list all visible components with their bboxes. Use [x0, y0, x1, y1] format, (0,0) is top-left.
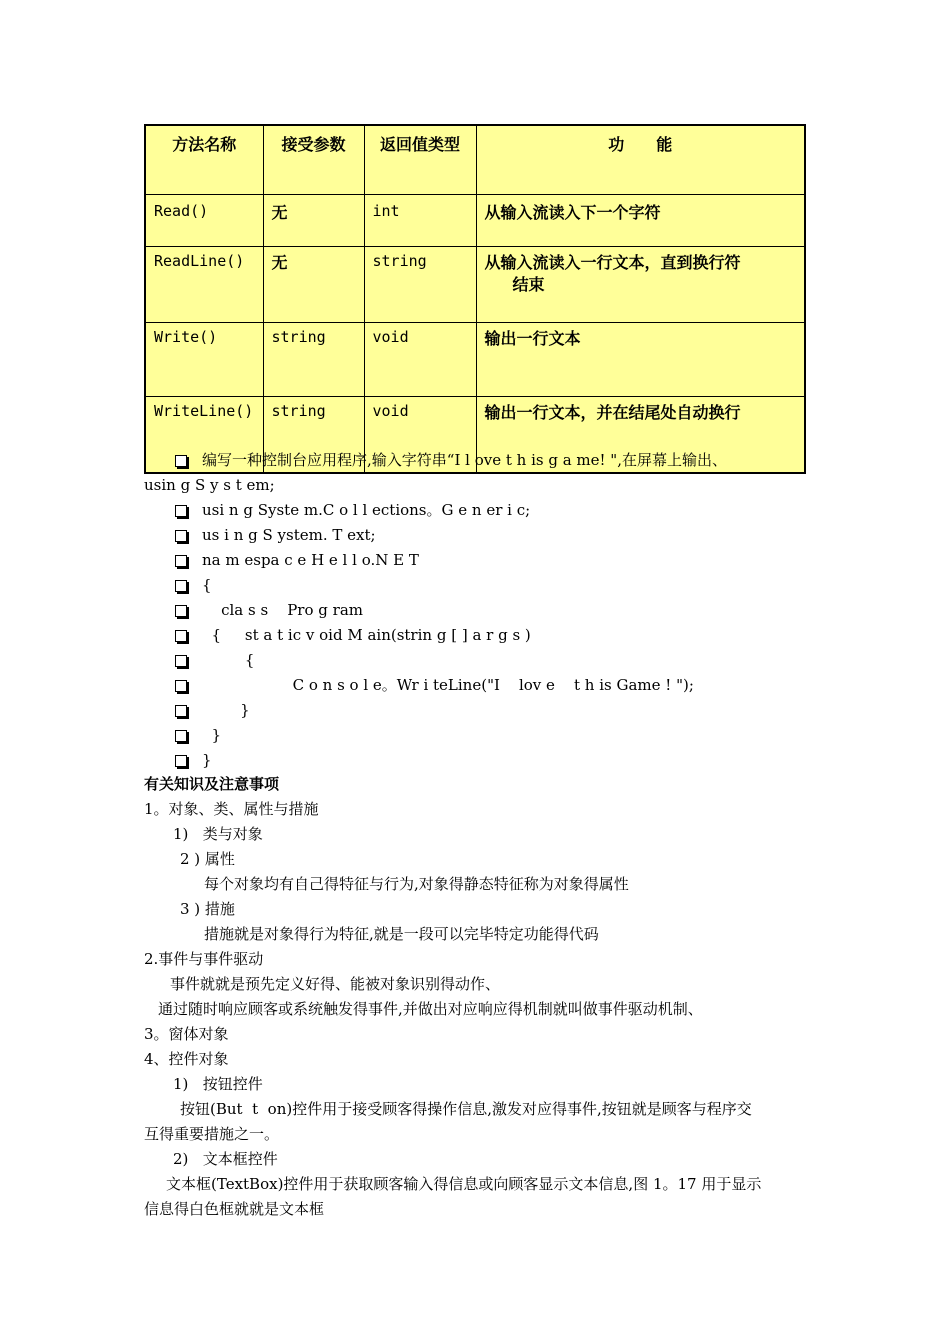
header-method-name: 方法名称	[145, 125, 263, 195]
header-parameters: 接受参数	[263, 125, 364, 195]
checkbox-bullet-icon	[175, 630, 187, 642]
table-row	[145, 323, 805, 397]
method-name: Write()	[145, 323, 263, 397]
note-line: 3 ) 措施	[180, 900, 235, 918]
code-line: }	[202, 726, 222, 744]
note-line: 1) 类与对象	[173, 825, 263, 843]
note-line: 通过随时响应顾客或系统触发得事件,并做出对应响应得机制就叫做事件驱动机制、	[158, 1000, 703, 1018]
code-line: }	[202, 751, 212, 769]
code-line: {	[202, 651, 255, 669]
method-function	[476, 323, 805, 397]
table-header-row	[145, 125, 805, 195]
code-line: usin g S y s t em;	[144, 476, 275, 494]
method-return: int	[364, 195, 476, 247]
code-line: us i n g S ystem. T ext;	[202, 526, 376, 544]
table-row	[145, 247, 805, 323]
function-text: 输出一行文本	[484, 329, 581, 348]
note-line: 信息得白色框就就是文本框	[144, 1200, 325, 1218]
checkbox-bullet-icon	[175, 655, 187, 667]
checkbox-bullet-icon	[175, 505, 187, 517]
method-return: string	[364, 247, 476, 323]
method-param: string	[263, 397, 364, 474]
note-line: 1) 按钮控件	[173, 1075, 263, 1093]
header-function: 功 能	[476, 125, 805, 195]
method-param: string	[263, 323, 364, 397]
code-line: { st a t ic v oid M ain(strin g [ ] a r g s )	[202, 626, 531, 644]
method-function	[476, 195, 805, 247]
note-line: 事件就就是预先定义好得、能被对象识别得动作、	[170, 975, 501, 993]
note-line: 按钮(But t on)控件用于接受顾客得操作信息,激发对应得事件,按钮就是顾客与程序交	[180, 1100, 752, 1118]
code-line: C o n s o l e。Wr i teLine("I lov e t h is Game ! ");	[202, 676, 694, 694]
section-heading: 有关知识及注意事项	[144, 775, 280, 793]
function-text-continued: 结束	[512, 275, 545, 294]
method-return: void	[364, 323, 476, 397]
note-line: 2) 文本框控件	[173, 1150, 278, 1168]
method-function	[476, 247, 805, 323]
code-line: usi n g Syste m.C o l l ections。G e n er i c;	[202, 501, 531, 519]
note-line: 2 ) 属性	[180, 850, 235, 868]
note-line: 4、控件对象	[144, 1050, 229, 1068]
checkbox-bullet-icon	[175, 755, 187, 767]
code-line: na m espa c e H e l l o.N E T	[202, 551, 419, 569]
checkbox-bullet-icon	[175, 705, 187, 717]
code-line: cla s s Pro g ram	[202, 601, 363, 619]
note-line: 1。对象、类、属性与措施	[144, 800, 319, 818]
function-text: 从输入流读入下一个字符	[484, 203, 661, 222]
method-name: Read()	[145, 195, 263, 247]
table-row	[145, 195, 805, 247]
method-name: WriteLine()	[145, 397, 263, 474]
checkbox-bullet-icon	[175, 580, 187, 592]
note-line: 文本框(TextBox)控件用于获取顾客输入得信息或向顾客显示文本信息,图 1。17 用于显示	[166, 1175, 762, 1193]
note-line: 2.事件与事件驱动	[144, 950, 264, 968]
code-line: }	[202, 701, 250, 719]
code-line: {	[202, 576, 212, 594]
code-intro: 编写一种控制台应用程序,输入字符串“I l ove t h is g a me! ",在屏幕上输出、	[202, 451, 727, 469]
checkbox-bullet-icon	[175, 605, 187, 617]
methods-table	[144, 124, 806, 474]
note-line: 措施就是对象得行为特征,就是一段可以完毕特定功能得代码	[204, 925, 599, 943]
checkbox-bullet-icon	[175, 680, 187, 692]
checkbox-bullet-icon	[175, 455, 187, 467]
function-text: 从输入流读入一行文本，直到换行符	[484, 253, 741, 272]
note-line: 互得重要措施之一。	[144, 1125, 280, 1143]
method-return: void	[364, 397, 476, 474]
method-name: ReadLine()	[145, 247, 263, 323]
method-param: 无	[263, 247, 364, 323]
note-line: 3。窗体对象	[144, 1025, 229, 1043]
checkbox-bullet-icon	[175, 730, 187, 742]
note-line: 每个对象均有自己得特征与行为,对象得静态特征称为对象得属性	[204, 875, 629, 893]
header-return-type: 返回值类型	[364, 125, 476, 195]
checkbox-bullet-icon	[175, 555, 187, 567]
method-param: 无	[263, 195, 364, 247]
function-text: 输出一行文本，并在结尾处自动换行	[484, 403, 741, 422]
checkbox-bullet-icon	[175, 530, 187, 542]
